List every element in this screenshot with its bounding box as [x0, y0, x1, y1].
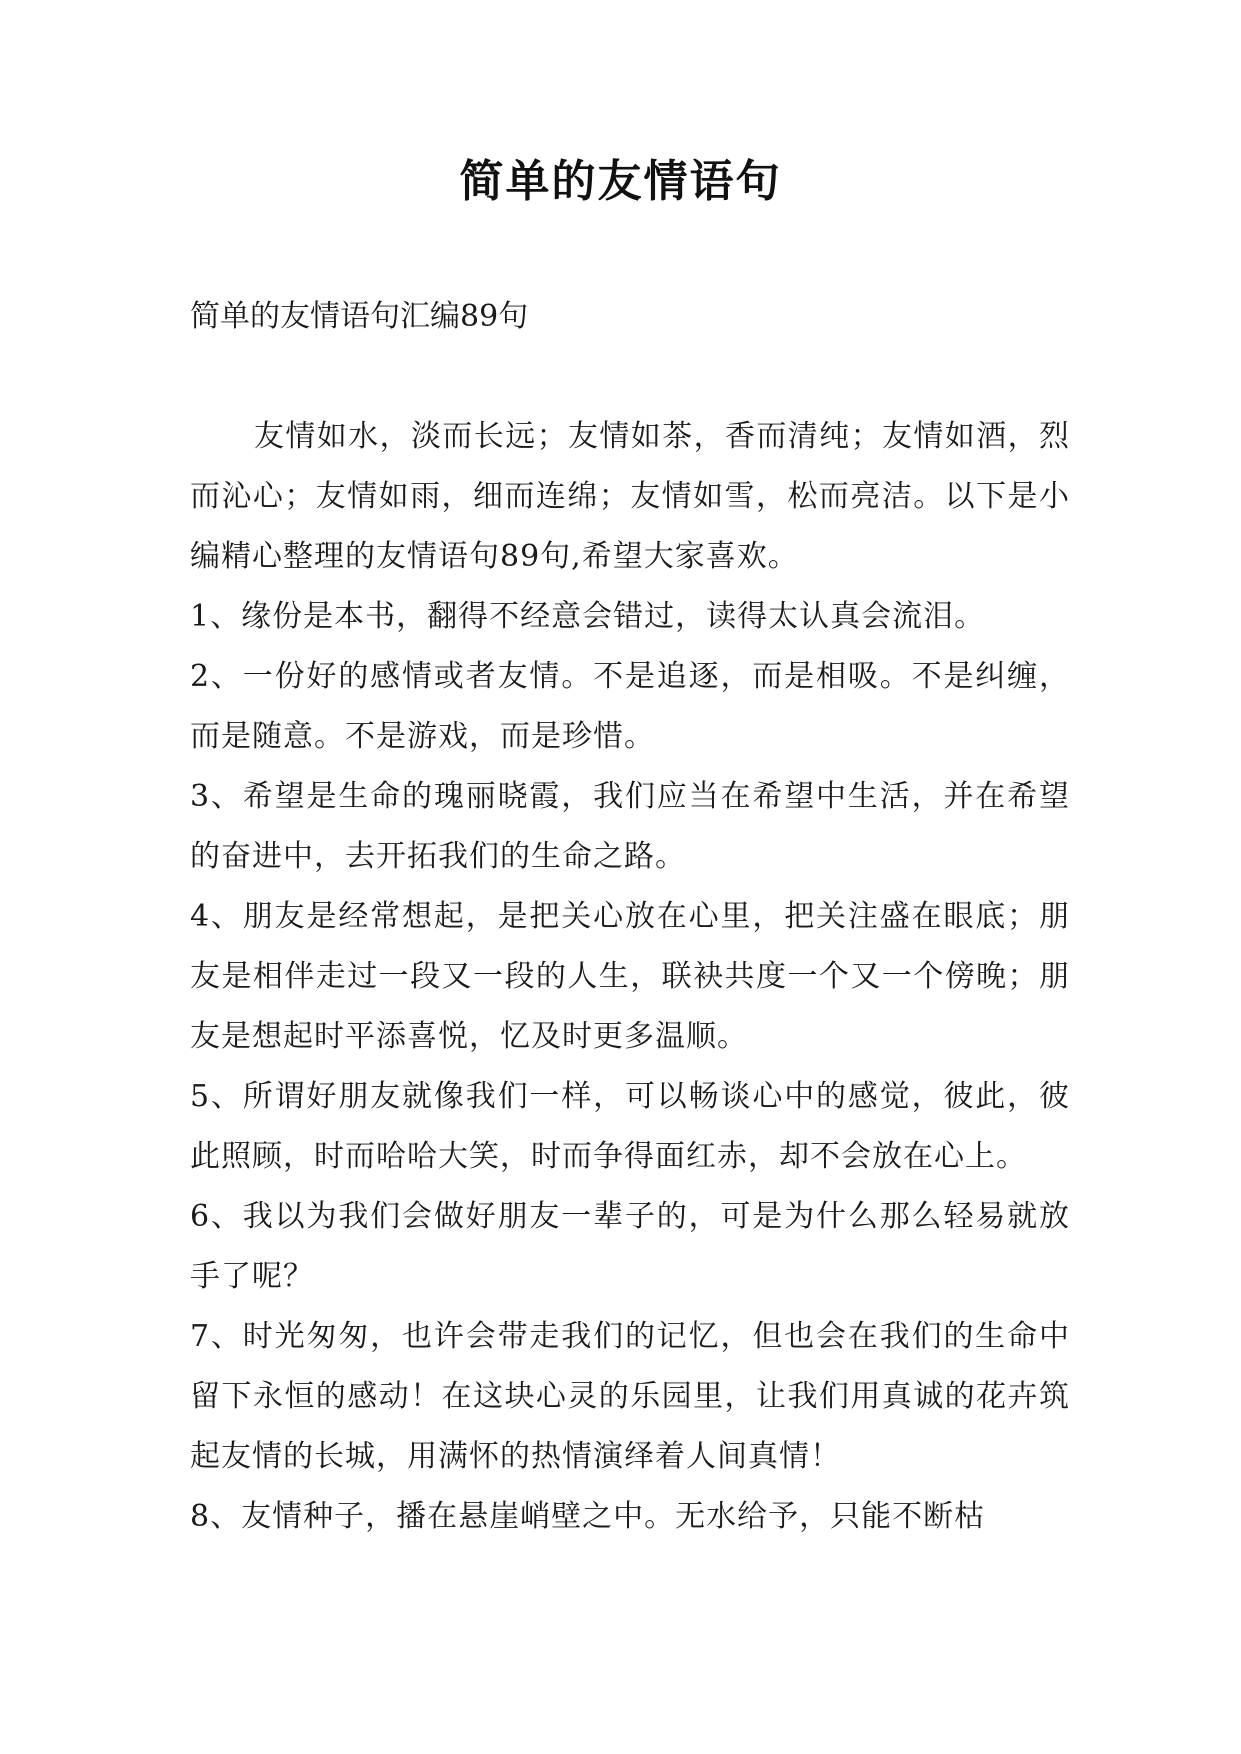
list-item: 4、朋友是经常想起，是把关心放在心里，把关注盛在眼底；朋友是相伴走过一段又一段的人生，联袂共度一个又一个傍晚；朋友是想起时平添喜悦，忆及时更多温顺。 [190, 899, 1070, 1054]
list-item: 6、我以为我们会做好朋友一辈子的，可是为什么那么轻易就放手了呢？ [190, 1199, 1070, 1294]
list-item: 7、时光匆匆，也许会带走我们的记忆，但也会在我们的生命中留下永恒的感动！在这块心灵的乐园里，让我们用真诚的花卉筑起友情的长城，用满怀的热情演绎着人间真情！ [190, 1319, 1070, 1474]
document-title: 简单的友情语句 [459, 156, 782, 207]
list-item: 1、缘份是本书，翻得不经意会错过，读得太认真会流泪。 [190, 599, 986, 634]
list-item: 3、希望是生命的瑰丽晓霞，我们应当在希望中生活，并在希望的奋进中，去开拓我们的生命之路。 [190, 779, 1070, 874]
list-item: 2、一份好的感情或者友情。不是追逐，而是相吸。不是纠缠，而是随意。不是游戏，而是珍惜。 [190, 659, 1070, 754]
document-subtitle: 简单的友情语句汇编89句 [190, 299, 529, 334]
document-body [190, 407, 1070, 1547]
intro-paragraph: 友情如水，淡而长远；友情如茶，香而清纯；友情如酒，烈而沁心；友情如雨，细而连绵；友情如雪，松而亮洁。以下是小编精心整理的友情语句89句,希望大家喜欢。 [190, 419, 1070, 574]
list-item: 8、友情种子，播在悬崖峭壁之中。无水给予，只能不断枯 [190, 1499, 986, 1534]
list-item: 5、所谓好朋友就像我们一样，可以畅谈心中的感觉，彼此，彼此照顾，时而哈哈大笑，时而争得面红赤，却不会放在心上。 [190, 1079, 1070, 1174]
